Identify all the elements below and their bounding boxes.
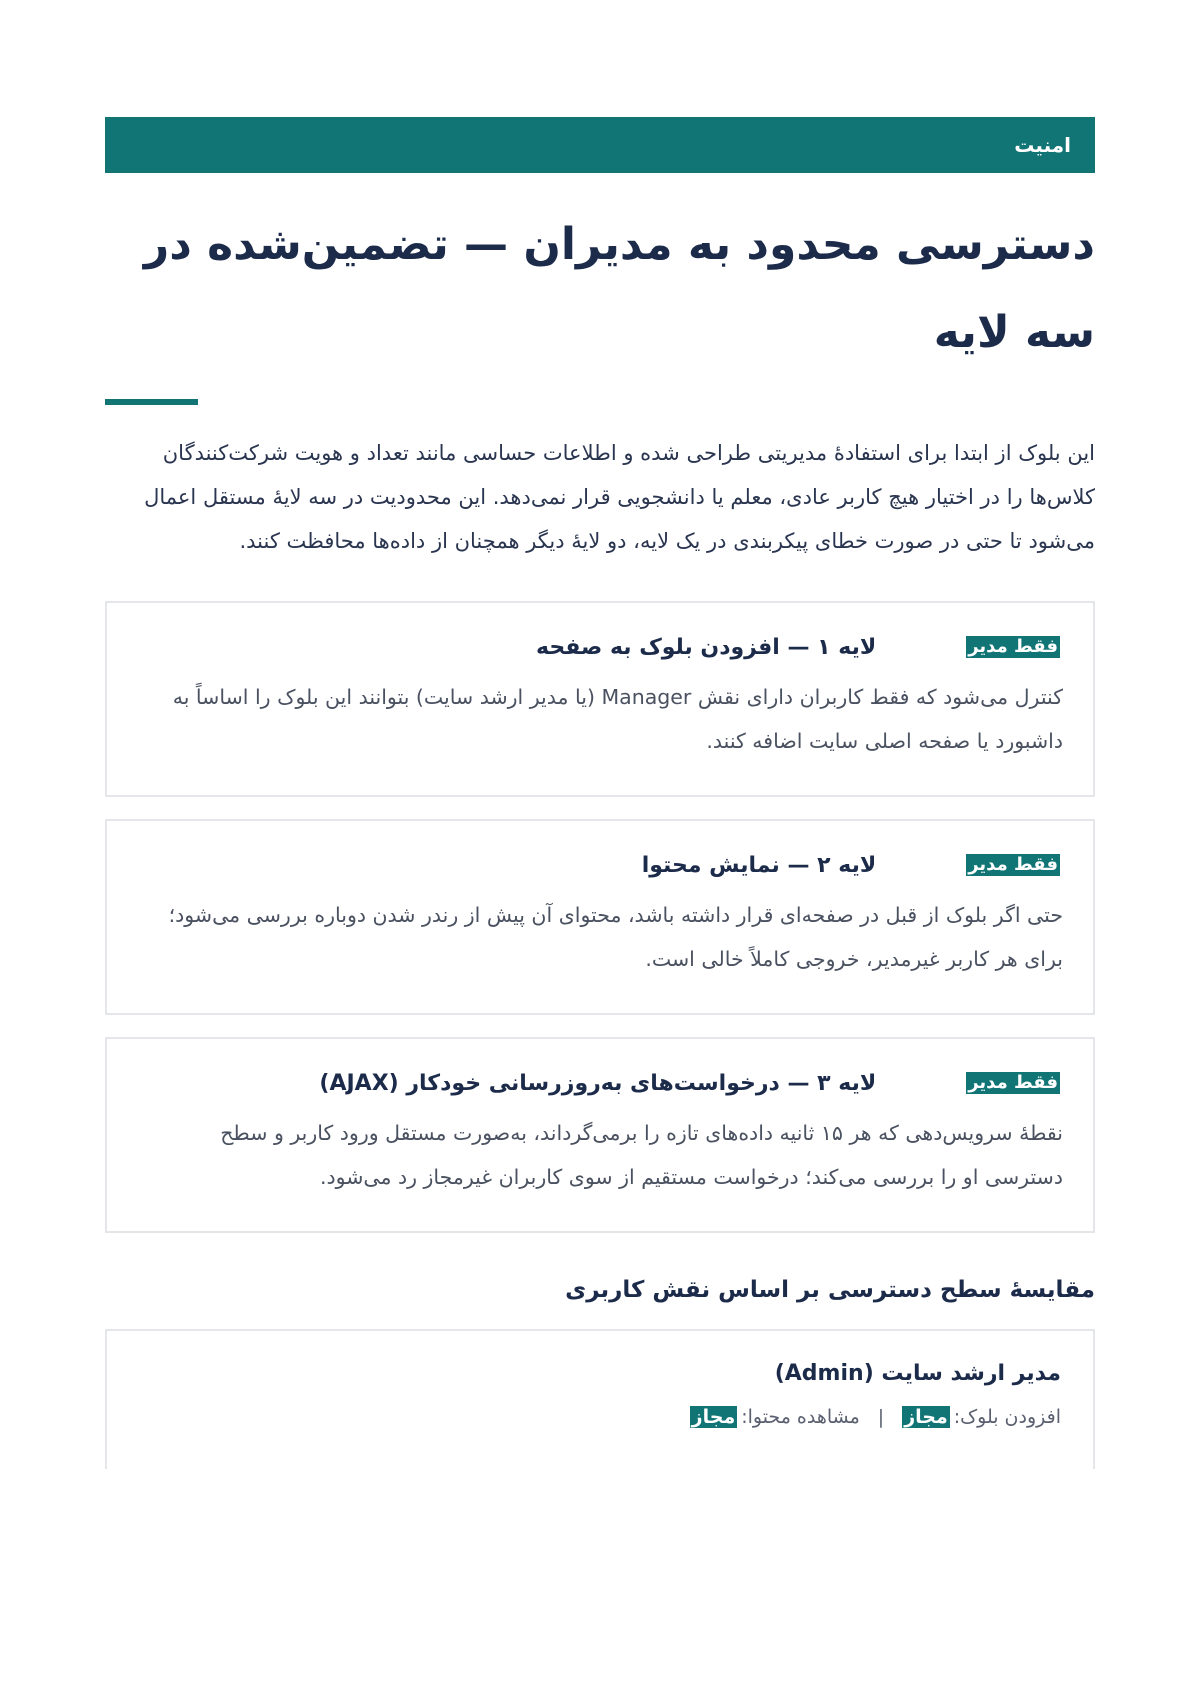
layer-card-3 xyxy=(105,1037,1095,1233)
layer-description: کنترل می‌شود که فقط کاربران دارای نقش Manager (یا مدیر ارشد سایت) بتوانند این بلوک را اساساً به داشبورد یا صفحه اصلی سایت اضافه کنند. xyxy=(172,685,1063,753)
admin-only-badge: فقط مدیر xyxy=(968,854,1058,875)
layer-card-header xyxy=(137,847,1063,883)
layer-title: لایه ۱ — افزودن بلوک به صفحه xyxy=(536,634,877,660)
layer-card-header xyxy=(137,629,1063,665)
layer-title: لایه ۳ — درخواست‌های به‌روزرسانی خودکار (AJAX) xyxy=(319,1070,877,1096)
layer-card-2 xyxy=(105,819,1095,1015)
layer-card-1 xyxy=(105,601,1095,797)
layer-title: لایه ۲ — نمایش محتوا xyxy=(641,852,877,878)
category-label: امنیت xyxy=(1014,133,1071,157)
view-content-value: مجاز xyxy=(691,1406,736,1428)
page-title: دسترسی محدود به مدیران — تضمین‌شده در سه لایه xyxy=(143,219,1095,358)
role-card-admin xyxy=(105,1329,1095,1469)
layer-description: حتی اگر بلوک از قبل در صفحه‌ای قرار داشته باشد، محتوای آن پیش از رندر شدن دوباره بررسی می‌شود؛ برای هر کاربر غیرمدیر، خروجی کاملاً خالی است. xyxy=(168,903,1063,971)
admin-only-badge: فقط مدیر xyxy=(968,636,1058,657)
view-content-label: مشاهده محتوا: xyxy=(741,1406,860,1428)
role-name: مدیر ارشد سایت (Admin) xyxy=(774,1361,1061,1386)
title-divider xyxy=(105,399,198,405)
layer-description: نقطهٔ سرویس‌دهی که هر ۱۵ ثانیه داده‌های تازه را برمی‌گرداند، به‌صورت مستقل ورود کاربر و سطح دسترسی او را بررسی می‌کند؛ درخواست مستقیم از سوی کاربران غیرمجاز رد می‌شود. xyxy=(220,1121,1063,1189)
permission-separator: | xyxy=(877,1406,885,1428)
comparison-heading: مقایسهٔ سطح دسترسی بر اساس نقش کاربری xyxy=(565,1277,1095,1303)
add-block-label: افزودن بلوک: xyxy=(953,1406,1061,1428)
category-bar xyxy=(105,117,1095,173)
add-block-value: مجاز xyxy=(904,1406,948,1428)
layer-card-header xyxy=(137,1065,1063,1101)
role-permissions xyxy=(139,1406,1061,1428)
article xyxy=(105,117,1095,1469)
intro-paragraph: این بلوک از ابتدا برای استفادهٔ مدیریتی طراحی شده و اطلاعات حساسی مانند تعداد و هویت شرکت‌کنندگان کلاس‌ها را در اختیار هیچ کاربر عادی، معلم یا دانشجویی قرار نمی‌دهد. این محدودیت در سه لایهٔ مستقل اعمال می‌شود تا حتی در صورت خطای پیکربندی در یک لایه، دو لایهٔ دیگر همچنان از داده‌ها محافظت کنند. xyxy=(144,441,1095,553)
admin-only-badge: فقط مدیر xyxy=(968,1072,1058,1093)
